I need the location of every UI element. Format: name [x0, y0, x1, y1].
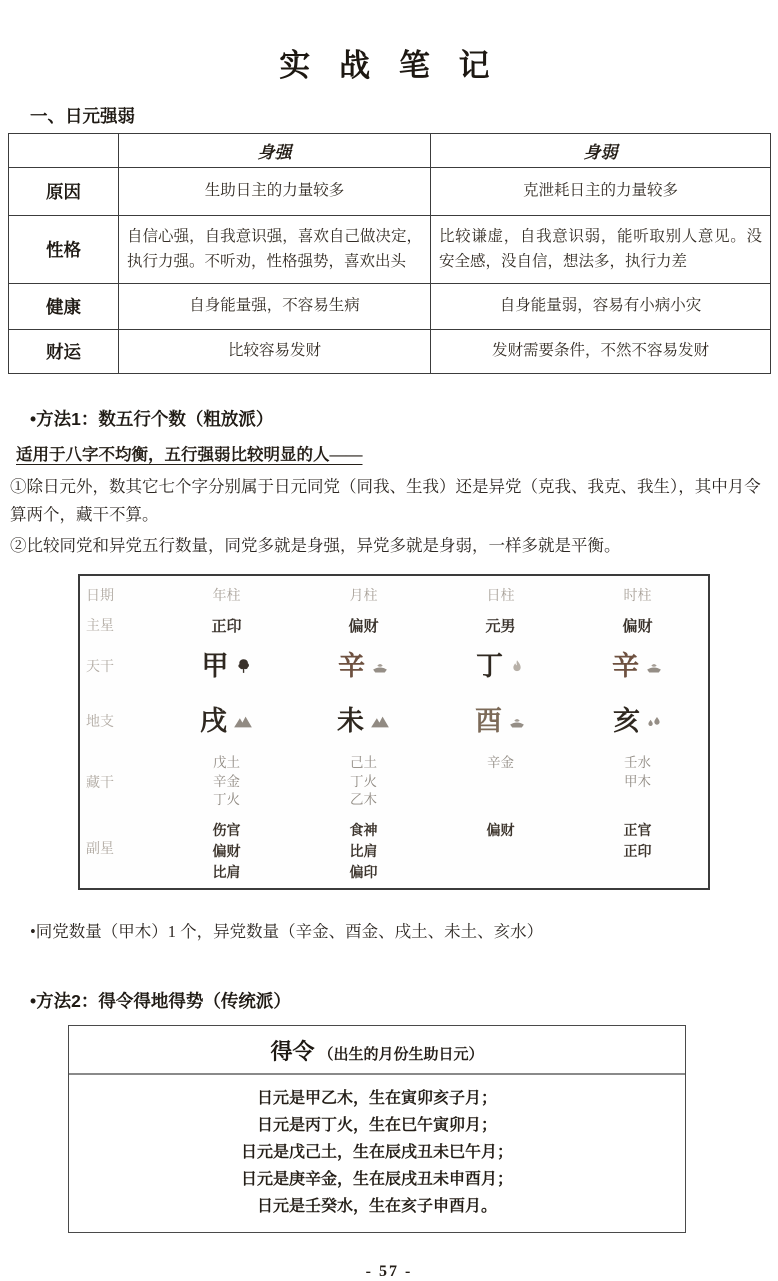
table-header-row — [9, 134, 771, 168]
method1-paragraph-2: ②比较同党和异党五行数量，同党多就是身强，异党多就是身弱，一样多就是平衡。 — [10, 535, 621, 555]
earth-icon — [370, 713, 390, 729]
deling-header-note: （出生的月份生助日元） — [318, 1047, 484, 1064]
branch-char-you: 酉 — [475, 705, 502, 736]
sub-star: 比肩 — [212, 864, 241, 881]
pillar-year: 年柱 — [212, 589, 241, 605]
row-label-health: 健康 — [9, 284, 119, 330]
sub-star: 正印 — [623, 843, 652, 860]
sub-star: 偏印 — [349, 864, 378, 881]
sub-stars-hour — [569, 814, 706, 882]
pillar-month: 月柱 — [349, 589, 378, 605]
character-weak-cell: 比较谦虚，自我意识弱，能听取别人意见。没安全感，没自信，想法多，执行力差 — [431, 216, 771, 284]
main-star-month: 偏财 — [348, 617, 379, 635]
row-label-reason: 原因 — [9, 168, 119, 216]
branch-char-xu: 戌 — [200, 705, 227, 736]
stem-char-jia: 甲 — [201, 650, 229, 681]
hidden-stem: 戊土 — [213, 755, 240, 771]
method2-heading: •方法2：得令得地得势（传统派） — [30, 991, 291, 1012]
deling-line: 日元是甲乙木，生在寅卯亥子月； — [256, 1090, 497, 1108]
chart-row-label-stems: 天干 — [86, 660, 114, 676]
main-star-hour: 偏财 — [622, 617, 653, 635]
main-star-day: 元男 — [485, 617, 516, 635]
row-label-wealth: 财运 — [9, 330, 119, 374]
stem-char-xin2: 辛 — [612, 650, 639, 681]
hidden-stem: 丁火 — [350, 773, 377, 789]
hidden-stems-month — [295, 750, 432, 814]
stem-month — [295, 640, 432, 692]
method1-paragraph-1: ①除日元外，数其它七个字分别属于日元同党（同我、生我）还是异党（克我、我克、我生），其中月令算两个，藏干不算。 — [10, 477, 761, 525]
main-star-year: 正印 — [211, 617, 242, 635]
page-number: - 57 - — [365, 1263, 413, 1281]
sub-stars-year — [158, 814, 295, 882]
deling-line: 日元是丙丁火，生在巳午寅卯月； — [256, 1117, 497, 1135]
hidden-stems-day — [432, 750, 569, 814]
hidden-stem: 壬水 — [624, 755, 651, 771]
bazi-chart — [78, 574, 710, 890]
branch-day — [432, 692, 569, 750]
strength-comparison-table — [8, 133, 771, 374]
sub-star: 正官 — [623, 822, 652, 839]
hidden-stems-year — [158, 750, 295, 814]
chart-row-label-branches: 地支 — [86, 715, 114, 731]
branch-year — [158, 692, 295, 750]
sub-stars-month — [295, 814, 432, 882]
stem-year — [158, 640, 295, 692]
character-strong-cell: 自信心强，自我意识强，喜欢自己做决定，执行力强。不听劝，性格强势，喜欢出头 — [119, 216, 431, 284]
hidden-stem: 乙木 — [350, 792, 377, 808]
hidden-stem: 丁火 — [213, 792, 240, 808]
table-row-character — [9, 216, 771, 284]
wealth-strong-cell: 比较容易发财 — [119, 330, 431, 374]
party-count-summary: •同党数量（甲木）1 个，异党数量（辛金、酉金、戌土、未土、亥水） — [30, 922, 544, 942]
sub-stars-day — [432, 814, 569, 882]
deling-line: 日元是庚辛金，生在辰戌丑未申酉月； — [240, 1171, 513, 1189]
water-icon — [646, 714, 662, 729]
stem-char-xin: 辛 — [338, 650, 365, 681]
stem-char-ding: 丁 — [476, 650, 503, 681]
deling-line: 日元是戊己土，生在辰戌丑未巳午月； — [240, 1144, 513, 1162]
deling-body — [69, 1075, 685, 1232]
header-weak: 身弱 — [431, 134, 771, 168]
chart-row-label-main-star: 主星 — [86, 619, 114, 635]
fire-icon — [509, 658, 525, 675]
sub-star: 伤官 — [212, 822, 241, 839]
method1-heading: •方法1：数五行个数（粗放派） — [30, 409, 274, 429]
deling-header — [69, 1026, 685, 1075]
chart-row-label-hidden-stems: 藏干 — [86, 776, 114, 792]
sub-star: 食神 — [349, 822, 378, 839]
deling-line: 日元是壬癸水，生在亥子申酉月。 — [256, 1198, 497, 1216]
pillar-hour: 时柱 — [623, 589, 652, 605]
section-heading-day-master-strength: 一、日元强弱 — [30, 106, 135, 126]
method1-subheading: 适用于八字不均衡，五行强弱比较明显的人—— — [16, 445, 363, 464]
chart-row-label-date: 日期 — [86, 589, 114, 605]
hidden-stem: 己土 — [350, 755, 377, 771]
health-weak-cell: 自身能量弱，容易有小病小灾 — [431, 284, 771, 330]
sub-star: 偏财 — [486, 822, 515, 839]
hidden-stem: 辛金 — [213, 773, 240, 789]
deling-header-title: 得令 — [270, 1039, 315, 1065]
row-label-character: 性格 — [9, 216, 119, 284]
wealth-weak-cell: 发财需要条件，不然不容易发财 — [431, 330, 771, 374]
hidden-stems-hour — [569, 750, 706, 814]
table-row-health — [9, 284, 771, 330]
hidden-stem: 辛金 — [487, 755, 514, 771]
sub-star: 偏财 — [212, 843, 241, 860]
metal-icon — [371, 659, 389, 674]
branch-char-hai: 亥 — [613, 705, 640, 736]
branch-char-wei: 未 — [337, 705, 364, 736]
table-row-reason — [9, 168, 771, 216]
page-title: 实 战 笔 记 — [279, 48, 499, 84]
chart-row-label-sub-stars: 副星 — [86, 842, 114, 858]
deling-table — [68, 1025, 686, 1233]
header-strong: 身强 — [119, 134, 431, 168]
hidden-stem: 甲木 — [624, 773, 651, 789]
health-strong-cell: 自身能量强，不容易生病 — [119, 284, 431, 330]
stem-hour — [569, 640, 706, 692]
stem-day — [432, 640, 569, 692]
metal-icon — [508, 714, 526, 729]
branch-hour — [569, 692, 706, 750]
metal-icon — [645, 659, 663, 674]
earth-icon — [233, 713, 253, 729]
reason-weak-cell: 克泄耗日主的力量较多 — [431, 168, 771, 216]
wood-icon — [235, 658, 252, 675]
header-empty-cell — [9, 134, 119, 168]
reason-strong-cell: 生助日主的力量较多 — [119, 168, 431, 216]
branch-month — [295, 692, 432, 750]
pillar-day: 日柱 — [486, 589, 515, 605]
table-row-wealth — [9, 330, 771, 374]
sub-star: 比肩 — [349, 843, 378, 860]
